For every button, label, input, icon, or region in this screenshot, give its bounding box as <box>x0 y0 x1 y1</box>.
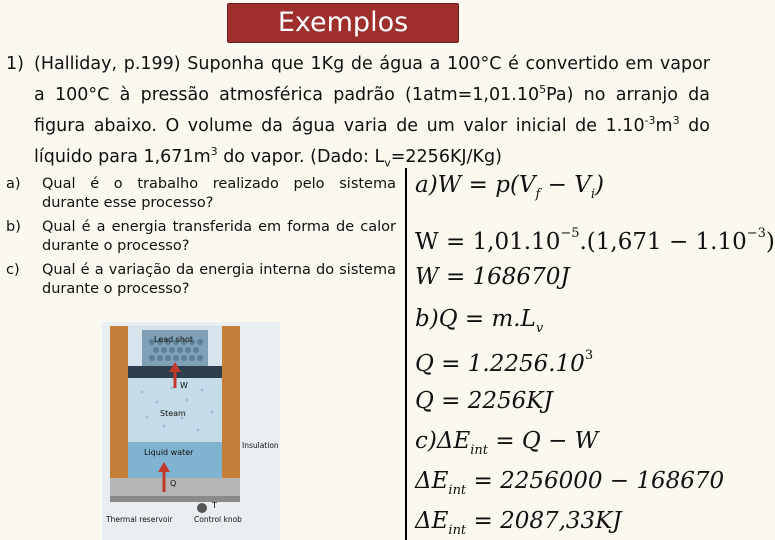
insulation-right <box>222 326 240 478</box>
equation-internal-energy-substitution: $\Delta E_{int} = 2256000 - 168670$ <box>415 468 725 498</box>
label-thermal-reservoir: Thermal reservoir <box>106 515 173 524</box>
label-liquid-water: Liquid water <box>144 448 194 457</box>
insulation-left <box>110 326 128 478</box>
label-control-knob: Control knob <box>194 515 242 524</box>
problem-text: (Halliday, p.199) Suponha que 1Kg de água a 100°C é convertido em vapor a 100°C à pressão atmosférica padrão $(1atm=1,01.10^5Pa)$ no arranjo da figura abaixo. O volume da água varia de um valor inicial de $1.10^{-3}m^3$ do líquido para $1,671m^3$ do vapor. (Dado: $L_v=2256KJ/Kg$) <box>34 54 711 169</box>
label-steam: Steam <box>160 409 186 418</box>
question-a: a) Qual é o trabalho realizado pelo sistema durante esse processo? <box>6 176 396 211</box>
label-t: T <box>212 501 217 510</box>
divider-line <box>405 168 407 540</box>
equation-heat-result: Q = 2256KJ <box>415 388 553 414</box>
slide-title: Exemplos <box>227 3 459 43</box>
problem-statement <box>6 52 710 175</box>
label-insulation: Insulation <box>242 441 279 450</box>
equation-heat-substitution: $Q = 1.2256.10^3$ <box>415 348 594 377</box>
label-q: Q <box>170 479 177 488</box>
apparatus-figure <box>102 322 280 540</box>
equation-internal-energy-formula: $c)\Delta E_{int} = Q - W$ <box>415 428 599 458</box>
equation-work-formula: $a)W = p(V_f - V_i)$ <box>415 172 605 202</box>
equation-heat-formula: $b)Q = m.L_v$ <box>415 306 544 336</box>
control-knob <box>197 503 207 513</box>
label-lead-shot: Lead shot <box>154 335 194 344</box>
question-list <box>6 175 396 304</box>
equation-work-result: W = 168670J <box>415 264 570 290</box>
problem-number: 1) <box>6 54 24 74</box>
equation-work-substitution: $W = 1,01.10^{-5}.(1,671 - 1.10^{-3})$ <box>415 226 775 255</box>
question-b: b) Qual é a energia transferida em forma de calor durante o processo? <box>6 219 396 254</box>
label-w: W <box>180 381 188 390</box>
question-c: c) Qual é a variação da energia interna do sistema durante o processo? <box>6 262 396 297</box>
equation-internal-energy-result: $\Delta E_{int} = 2087,33KJ$ <box>415 508 622 538</box>
